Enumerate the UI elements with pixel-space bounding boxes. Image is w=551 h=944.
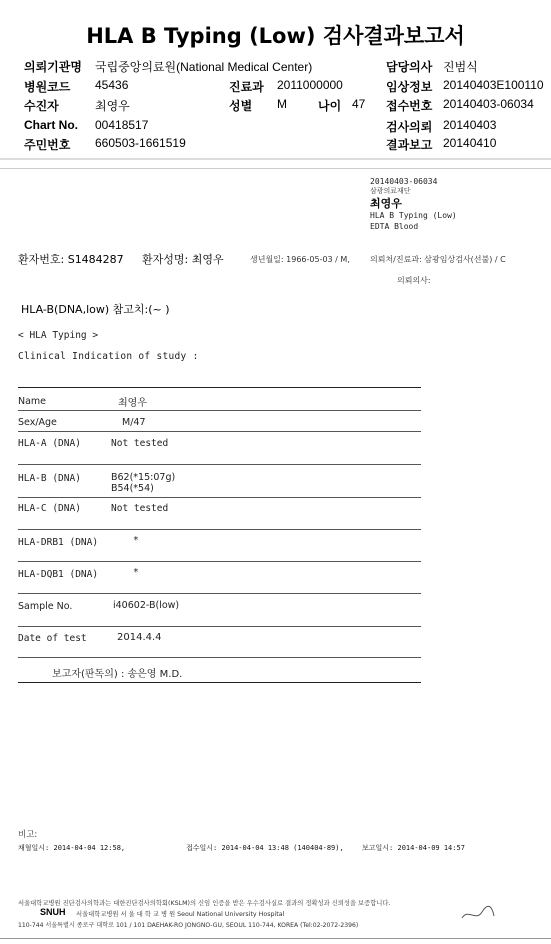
value-age: 47 [352, 97, 366, 111]
label-age: 나이 [318, 99, 342, 113]
row-label-hla-drb1: HLA-DRB1 (DNA) [18, 537, 99, 548]
table-rule [18, 657, 421, 658]
hospital-address: 110-744 서울특별시 종로구 대학로 101 / 101 DAEHAK-RO JONGNO-GU, SEOUL 110-744, KOREA (Tel:02-2072-2396) [18, 922, 359, 929]
table-rule [18, 464, 421, 465]
label-resident-no: 주민번호 [24, 138, 71, 152]
value-result-report: 20140410 [443, 136, 497, 150]
received-datetime: 접수일시: 2014-04-04 13:48 (140404-89), [186, 844, 344, 852]
row-label-hla-b: HLA-B (DNA) [18, 473, 81, 484]
table-rule [18, 410, 421, 411]
row-label-sex-age: Sex/Age [18, 417, 57, 428]
label-hospital-code: 병원코드 [24, 80, 71, 94]
header-divider [0, 168, 551, 169]
value-clinical-info: 20140403E100110 [443, 78, 544, 92]
table-rule [18, 682, 421, 683]
certification-note: 서울대학교병원 진단검사의학과는 대한진단검사의학회(KSLM)의 신임 인증을 받은 우수검사실로 결과의 정확성과 신뢰성을 보증합니다. [18, 900, 391, 907]
row-value-hla-b-2: B54(*54) [111, 483, 154, 494]
value-sex: M [277, 97, 287, 111]
table-rule [18, 593, 421, 594]
table-rule [18, 431, 421, 432]
reporter: 보고자(판독의) : 송은영 M.D. [52, 669, 183, 680]
signature-mark [458, 900, 498, 926]
value-hospital-code: 45436 [95, 78, 129, 92]
label-physician: 담당의사 [386, 60, 433, 74]
label-sex: 성별 [229, 99, 253, 113]
value-requesting-institution: 국립중앙의료원(National Medical Center) [95, 60, 313, 74]
sticker-test-name: HLA B Typing (Low) [370, 211, 457, 220]
label-patient: 수진자 [24, 99, 59, 113]
row-value-sample-no: i40602-B(low) [113, 600, 180, 611]
row-label-sample-no: Sample No. [18, 601, 73, 612]
row-value-hla-drb1: * [133, 535, 139, 546]
label-test-request: 검사의뢰 [386, 120, 433, 134]
header-divider-top [0, 158, 551, 160]
value-department: 2011000000 [277, 78, 343, 92]
row-label-hla-c: HLA-C (DNA) [18, 503, 81, 514]
section-heading: < HLA Typing > [18, 330, 99, 341]
row-label-date-of-test: Date of test [18, 633, 87, 644]
table-rule [18, 387, 421, 388]
row-value-hla-c: Not tested [111, 503, 169, 514]
remarks-label: 비고: [18, 830, 38, 840]
patient-reg-no: 환자번호: S1484287 [18, 253, 124, 266]
label-department: 진료과 [229, 80, 264, 94]
row-value-name: 최영우 [118, 398, 147, 409]
report-title: HLA B Typing (Low) 검사결과보고서 [86, 24, 465, 48]
label-result-report: 결과보고 [386, 138, 433, 152]
table-rule [18, 497, 421, 498]
value-patient: 최영우 [95, 99, 130, 113]
snuh-logo: SNUH [40, 907, 66, 917]
collected-datetime: 채혈일시: 2014-04-04 12:58, [18, 844, 126, 852]
row-label-hla-dqb1: HLA-DQB1 (DNA) [18, 569, 99, 580]
value-resident-no: 660503-1661519 [95, 136, 186, 150]
row-value-hla-dqb1: * [133, 567, 139, 578]
row-label-hla-a: HLA-A (DNA) [18, 438, 81, 449]
row-label-name: Name [18, 396, 47, 407]
label-chart-no: Chart No. [24, 118, 78, 132]
value-physician: 진범식 [443, 60, 478, 74]
value-test-request: 20140403 [443, 118, 497, 132]
table-rule [18, 626, 421, 627]
label-receipt-no: 접수번호 [386, 99, 433, 113]
label-requesting-institution: 의뢰기관명 [24, 60, 82, 74]
sticker-receipt-no: 20140403-06034 [370, 177, 438, 186]
table-rule [18, 561, 421, 562]
row-value-sex-age: M/47 [122, 417, 146, 428]
row-value-date-of-test: 2014.4.4 [117, 632, 162, 643]
sticker-specimen: EDTA Blood [370, 222, 419, 229]
page-bottom-rule [0, 938, 551, 939]
table-rule [18, 529, 421, 530]
patient-dob: 생년월일: 1966-05-03 / M, [250, 255, 350, 264]
patient-doctor: 의뢰의사: [397, 276, 431, 285]
row-value-hla-b-1: B62(*15:07g) [111, 472, 176, 483]
patient-requester: 의뢰처/진료과: 삼광임상검사(선불) / C [370, 255, 506, 264]
report-heading: HLA-B(DNA,low) 참고치:(~ ) [21, 303, 170, 316]
hospital-name: 서울대학교병원 서 울 대 학 교 병 원 Seoul National University Hospital [76, 911, 285, 918]
row-value-hla-a: Not tested [111, 438, 169, 449]
value-receipt-no: 20140403-06034 [443, 97, 534, 111]
sticker-patient-name: 최영우 [370, 197, 402, 210]
patient-name: 환자성명: 최영우 [142, 253, 224, 266]
label-clinical-info: 임상정보 [386, 80, 433, 94]
value-chart-no: 00418517 [95, 118, 149, 132]
clinical-indication: Clinical Indication of study : [18, 351, 199, 362]
reported-datetime: 보고일시: 2014-04-09 14:57 [362, 844, 465, 852]
sticker-org: 삼광의료재단 [370, 187, 411, 195]
